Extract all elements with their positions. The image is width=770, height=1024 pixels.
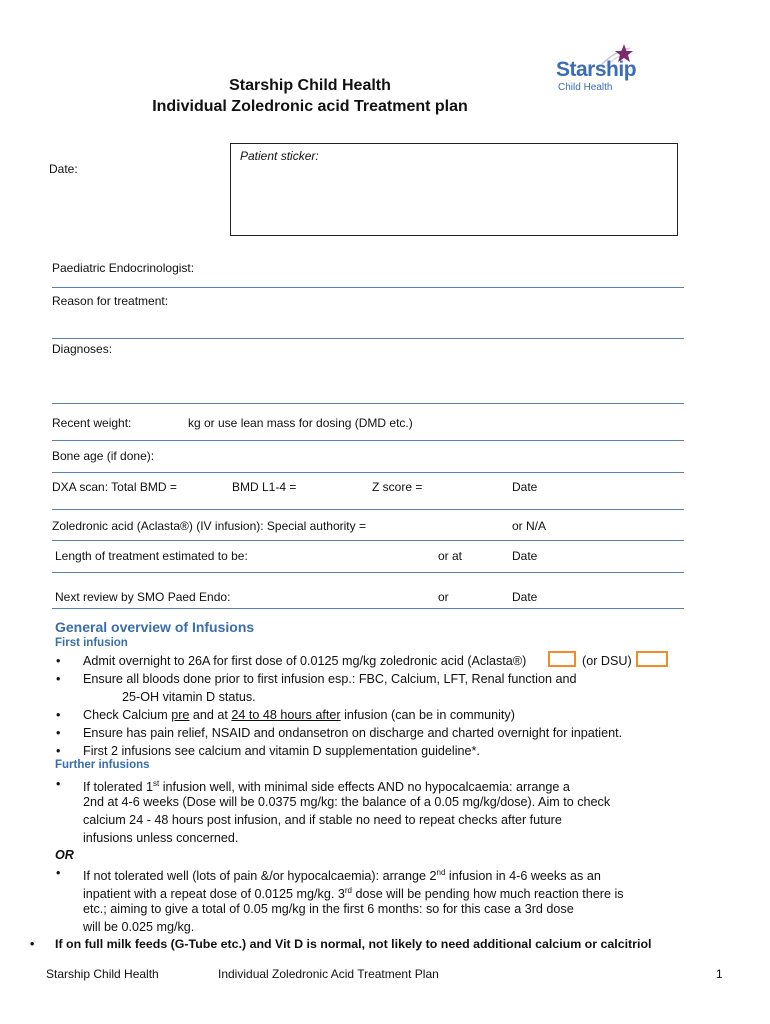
weight-label: Recent weight: [52,416,132,430]
or-na-label: or N/A [512,519,547,533]
list-item-continued: 25-OH vitamin D status. [122,690,256,704]
logo-brand: Starship [556,58,637,81]
list-item-continued: inpatient with a repeat dose of 0.0125 mg/kg. 3rd dose will be pending how much reaction there is [83,886,624,902]
divider [52,287,684,288]
list-item: • Ensure has pain relief, NSAID and ondansetron on discharge and charted overnight for inpatient. [56,726,623,740]
list-item: • Check Calcium pre and at 24 to 48 hours after infusion (can be in community) [56,708,515,722]
endocrinologist-label: Paediatric Endocrinologist: [52,261,195,275]
list-item: • Admit overnight to 26A for first dose of 0.0125 mg/kg zoledronic acid (Aclasta®) [56,654,527,668]
list-item-continued: 2nd at 4-6 weeks (Dose will be 0.0375 mg/kg: the balance of a 0.05 mg/kg/dose). Aim to check [83,795,611,809]
z-score-label: Z score = [372,480,423,494]
patient-sticker-label: Patient sticker: [240,149,319,163]
list-item: • Ensure all bloods done prior to first infusion esp.: FBC, Calcium, LFT, Renal function and [56,672,577,686]
zoledronic-label: Zoledronic acid (Aclasta®) (IV infusion): Special authority = [52,519,366,533]
page-title-2: Individual Zoledronic acid Treatment plan [152,98,468,115]
dsu-checkbox[interactable] [636,651,668,667]
divider [52,608,684,609]
dsu-label: (or DSU) [582,654,632,668]
divider [52,403,684,404]
26a-checkbox[interactable] [548,651,576,667]
or-at-label: or at [438,549,463,563]
diagnoses-label: Diagnoses: [52,342,113,356]
divider [52,509,684,510]
or-label: OR [55,848,74,862]
length-date-label: Date [512,549,538,563]
bone-age-label: Bone age (if done): [52,449,155,463]
divider [52,338,684,339]
weight-note: kg or use lean mass for dosing (DMD etc.) [188,416,413,430]
overview-heading: General overview of Infusions [55,619,255,635]
review-label: Next review by SMO Paed Endo: [55,590,231,604]
footer-center: Individual Zoledronic Acid Treatment Plan [218,967,439,981]
reason-label: Reason for treatment: [52,294,169,308]
length-label: Length of treatment estimated to be: [55,549,248,563]
list-item-continued: will be 0.025 mg/kg. [83,920,195,934]
list-item-bold: • If on full milk feeds (G-Tube etc.) and Vit D is normal, not likely to need additional calcium or calcitriol [30,937,652,951]
review-or-label: or [438,590,449,604]
list-item: • If tolerated 1st infusion well, with minimal side effects AND no hypocalcaemia: arrange a [56,777,570,795]
bmd-label: BMD L1-4 = [232,480,297,494]
list-item-continued: infusions unless concerned. [83,831,239,845]
page-number: 1 [716,967,723,981]
logo-sub: Child Health [558,82,613,93]
review-date-label: Date [512,590,538,604]
date-label: Date: [49,162,78,176]
page-title-1: Starship Child Health [229,77,391,94]
divider [52,472,684,473]
divider [52,572,684,573]
further-infusions-heading: Further infusions [55,759,150,771]
list-item-continued: etc.; aiming to give a total of 0.05 mg/kg in the first 6 months: so for this case a 3rd dose [83,902,574,916]
list-item: • If not tolerated well (lots of pain &/or hypocalcaemia): arrange 2nd infusion in 4-6 weeks as an [56,866,601,884]
list-item-continued: calcium 24 - 48 hours post infusion, and if stable no need to repeat checks after future [83,813,562,827]
divider [52,540,684,541]
patient-sticker-box[interactable] [230,143,678,236]
first-infusion-heading: First infusion [55,637,128,649]
dxa-label: DXA scan: Total BMD = [52,480,177,494]
list-item: • First 2 infusions see calcium and vitamin D supplementation guideline*. [56,744,480,758]
dxa-date-label: Date [512,480,538,494]
divider [52,440,684,441]
footer-left: Starship Child Health [46,967,159,981]
